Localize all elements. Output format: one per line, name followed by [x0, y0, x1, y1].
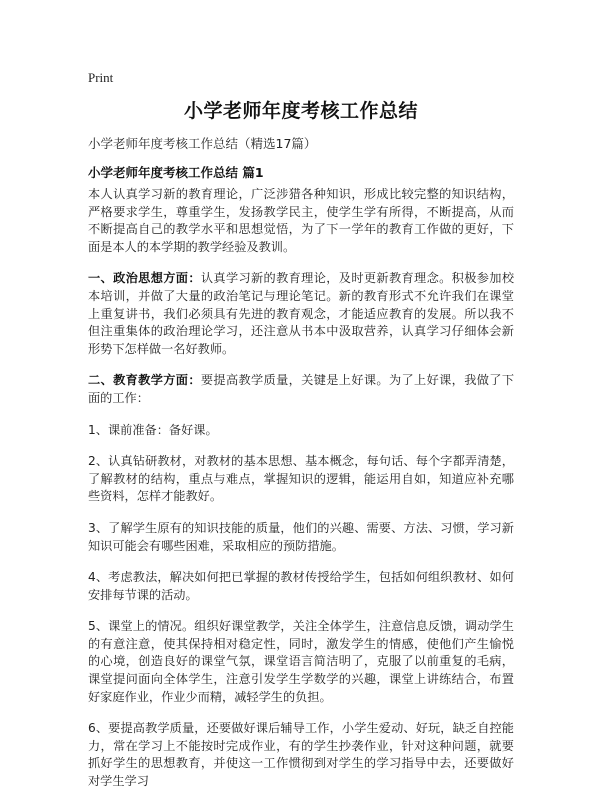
paragraph-item-1 [88, 422, 514, 440]
paragraph-intro [88, 186, 514, 256]
paragraph-teaching [88, 372, 514, 407]
paragraph-text: 5、课堂上的情况。组织好课堂教学，关注全体学生，注意信息反馈，调动学生的有意注意，使其保持相对稳定性，同时，激发学生的情感，使他们产生愉悦的心境，创造良好的课堂气氛，课堂语言简洁明了，克服了以前重复的毛病，课堂提问面向全体学生，注意引发学生学数学的兴趣，课堂上讲练结合，布置好家庭作业，作业少而精，减轻学生的负担。 [88, 619, 514, 704]
document-subtitle: 小学老师年度考核工作总结（精选17篇） [88, 136, 317, 151]
section-heading: 小学老师年度考核工作总结 篇1 [88, 165, 264, 180]
paragraph-text: 本人认真学习新的教育理论，广泛涉猎各种知识，形成比较完整的知识结构，严格要求学生，尊重学生，发扬教学民主，使学生学有所得，不断提高，从而不断提高自己的教学水平和思想觉悟，为了下一学年的教育工作做的更好，下面是本人的本学期的教学经验及教训。 [88, 187, 514, 254]
paragraph-lead: 一、政治思想方面： [88, 271, 201, 286]
paragraph-text: 2、认真钻研教材，对教材的基本思想、基本概念，每句话、每个字都弄清楚，了解教材的结构，重点与难点，掌握知识的逻辑，能运用自如，知道应补充哪些资料，怎样才能教好。 [88, 454, 514, 504]
paragraph-text: 4、考虑教法，解决如何把已掌握的教材传授给学生，包括如何组织教材、如何安排每节课的活动。 [88, 570, 514, 602]
paragraph-text: 认真学习新的教育理论，及时更新教育理念。积极参加校本培训，并做了大量的政治笔记与理论笔记。新的教育形式不允许我们在课堂上重复讲书，我们必须具有先进的教育观念，才能适应教育的发展。所以我不但注重集体的政治理论学习，还注意从书本中汲取营养，认真学习仔细体会新形势下怎样做一名好教师。 [88, 271, 515, 356]
paragraph-text: 3、了解学生原有的知识技能的质量，他们的兴趣、需要、方法、习惯，学习新知识可能会有哪些困难，采取相应的预防措施。 [88, 520, 514, 553]
paragraph-text: 1、课前准备：备好课。 [88, 422, 218, 437]
paragraph-item-5 [88, 618, 514, 706]
document-title: 小学老师年度考核工作总结 [183, 100, 418, 122]
document-body [88, 186, 514, 805]
paragraph-item-2 [88, 453, 514, 506]
paragraph-lead: 二、教育教学方面： [88, 373, 201, 388]
paragraph-political [88, 270, 514, 358]
paragraph-text: 6、要提高教学质量，还要做好课后辅导工作，小学生爱动、好玩，缺乏自控能力，常在学习上不能按时完成作业，有的学生抄袭作业，针对这种问题，就要抓好学生的思想教育，并使这一工作惯彻到对学生的学习指导中去，还要做好对学生学习 [88, 721, 514, 789]
paragraph-item-3 [88, 520, 514, 555]
print-label[interactable]: Print [88, 70, 114, 85]
paragraph-item-6 [88, 720, 514, 790]
paragraph-text: 要提高教学质量，关键是上好课。为了上好课，我做了下面的工作： [88, 373, 515, 405]
paragraph-item-4 [88, 569, 514, 604]
